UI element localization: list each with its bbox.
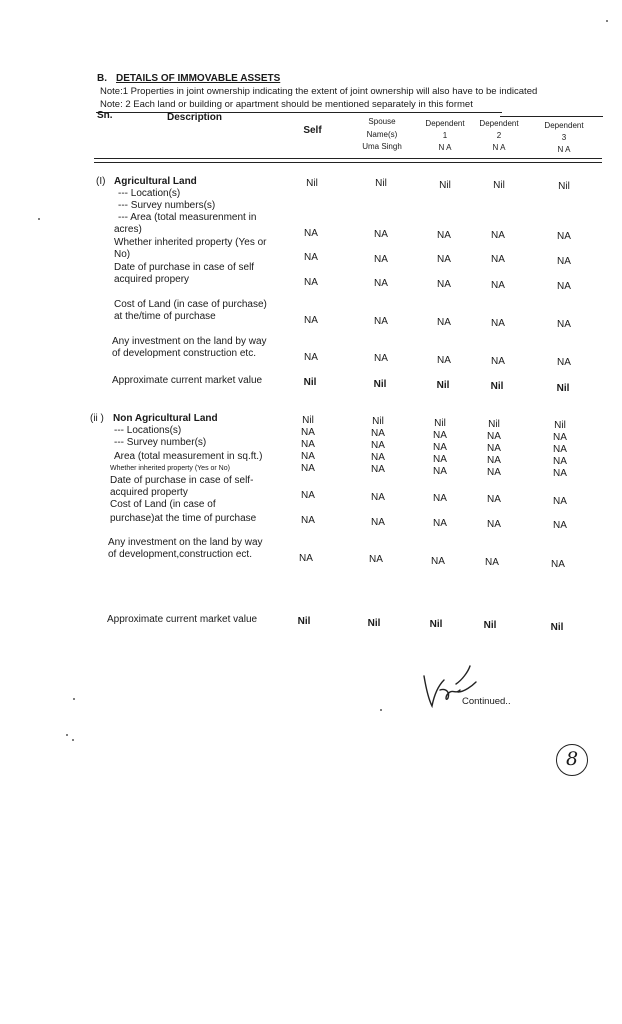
agri-cost-label-2: at the/time of purchase [114,311,216,322]
agri-cost-dep1: NA [437,317,451,328]
agri-cost-dep3: NA [557,319,571,330]
agri-investment-label: Any investment on the land by way [112,336,267,347]
scan-speck [72,739,74,741]
nonagri-market-dep1: Nil [429,619,443,630]
nonagri-dep1-nil: Nil [434,418,446,429]
agri-investment-dep3: NA [557,357,571,368]
column-description: Description [167,112,223,123]
nonagri-date-spouse: NA [371,492,385,503]
nonagri-location-dep3: NA [553,432,567,443]
nonagri-investment-label: Any investment on the land by way [108,537,263,548]
column-sn: Sn. [97,110,113,121]
nonagri-cost-label-2: purchase)at the time of purchase [110,513,257,524]
section-letter: B. [97,73,107,84]
nonagri-cost-self: NA [301,515,315,526]
nonagri-inherited-dep2: NA [487,467,501,478]
column-dependent-1-number: 1 [442,131,448,140]
nonagri-date-label-2: acquired property [110,487,188,498]
agri-cost-label: Cost of Land (in case of purchase) [114,299,267,310]
nonagri-date-self: NA [301,490,315,501]
nonagri-survey-spouse: NA [371,440,385,451]
nonagri-location-spouse: NA [371,428,385,439]
nonagri-date-dep3: NA [553,496,567,507]
column-dependent-3-value: N A [557,145,571,154]
nonagri-investment-dep2: NA [485,557,499,568]
header-rule-2 [94,162,602,163]
column-dependent-3-number: 3 [561,133,567,142]
nonagri-inherited-spouse: NA [371,464,385,475]
column-dependent-2-label: Dependent [479,119,519,128]
agri-market-dep2: Nil [490,381,504,392]
agri-sn: (I) [96,176,106,187]
column-dependent-1-label: Dependent [425,119,465,128]
agri-date-dep1: NA [437,279,451,290]
agri-date-spouse: NA [374,278,388,289]
agri-dep3-nil: Nil [558,181,570,192]
nonagri-location-self: NA [301,427,315,438]
agri-area-self: NA [304,228,318,239]
nonagri-survey-label: --- Survey number(s) [114,437,207,448]
nonagri-title: Non Agricultural Land [113,413,218,424]
agri-date-self: NA [304,277,318,288]
nonagri-inherited-self: NA [301,463,315,474]
nonagri-spouse-nil: Nil [372,416,384,427]
nonagri-market-dep3: Nil [550,622,564,633]
agri-market-dep3: Nil [556,383,570,394]
agri-investment-dep1: NA [437,355,451,366]
nonagri-market-spouse: Nil [367,618,381,629]
nonagri-market-self: Nil [297,616,311,627]
agri-survey-label: --- Survey numbers(s) [118,200,216,211]
nonagri-location-dep1: NA [433,430,447,441]
nonagri-area-spouse: NA [371,452,385,463]
agri-investment-label-2: of development construction etc. [112,348,256,359]
nonagri-investment-self: NA [299,553,313,564]
agri-inherited-dep2: NA [491,254,505,265]
section-title: DETAILS OF IMMOVABLE ASSETS [116,73,281,84]
nonagri-area-dep1: NA [433,454,447,465]
agri-market-value-label: Approximate current market value [112,375,263,386]
scan-speck [606,20,608,22]
note-underline [96,112,502,113]
agri-area-dep2: NA [491,230,505,241]
column-spouse-name-value: Uma Singh [362,142,402,151]
nonagri-cost-dep1: NA [433,518,447,529]
column-dependent-3-label: Dependent [544,121,584,130]
nonagri-inherited-dep1: NA [433,466,447,477]
nonagri-sn: (ii ) [90,413,104,424]
column-spouse-names: Name(s) [366,130,398,139]
agri-inherited-label-2: No) [114,249,131,260]
header-top-rule [500,116,603,117]
agri-date-label-2: acquired propery [114,274,190,285]
agri-market-dep1: Nil [436,380,450,391]
nonagri-survey-dep3: NA [553,444,567,455]
agri-area-dep3: NA [557,231,571,242]
agri-area-label: --- Area (total measurenment in [118,212,257,223]
nonagri-location-dep2: NA [487,431,501,442]
agri-date-dep3: NA [557,281,571,292]
agri-area-spouse: NA [374,229,388,240]
scan-speck [38,218,40,220]
nonagri-survey-dep2: NA [487,443,501,454]
nonagri-investment-label-2: of development,construction ect. [108,549,252,560]
column-dependent-2-value: N A [492,143,506,152]
agri-inherited-label: Whether inherited property (Yes or [114,237,267,248]
nonagri-area-dep2: NA [487,455,501,466]
nonagri-self-nil: Nil [302,415,314,426]
agri-spouse-nil: Nil [375,178,387,189]
agri-market-self: Nil [303,377,317,388]
agri-market-spouse: Nil [373,379,387,390]
nonagri-cost-label: Cost of Land (in case of [110,499,216,510]
column-self: Self [303,125,322,136]
agri-title: Agricultural Land [114,176,197,187]
column-dependent-2-number: 2 [496,131,502,140]
column-dependent-1-value: N A [438,143,452,152]
nonagri-date-dep2: NA [487,494,501,505]
agri-cost-dep2: NA [491,318,505,329]
nonagri-area-self: NA [301,451,315,462]
note-1: Note:1 Properties in joint ownership indicating the extent of joint ownership will also have to be indicated [100,86,538,97]
scan-speck [66,734,68,736]
nonagri-cost-dep2: NA [487,519,501,530]
agri-date-dep2: NA [491,280,505,291]
agri-inherited-dep1: NA [437,254,451,265]
agri-investment-self: NA [304,352,318,363]
continued-label: Continued.. [462,696,511,707]
nonagri-inherited-dep3: NA [553,468,567,479]
agri-inherited-self: NA [304,252,318,263]
agri-investment-spouse: NA [374,353,388,364]
nonagri-survey-self: NA [301,439,315,450]
note-2: Note: 2 Each land or building or apartment should be mentioned separately in this formet [100,99,473,110]
nonagri-area-label: Area (total measurement in sq.ft.) [114,451,263,462]
nonagri-dep2-nil: Nil [488,419,500,430]
agri-area-dep1: NA [437,230,451,241]
agri-location-label: --- Location(s) [118,188,181,199]
header-rule-1 [94,158,602,159]
agri-investment-dep2: NA [491,356,505,367]
agri-self-nil: Nil [306,178,318,189]
agri-dep2-nil: Nil [493,180,505,191]
scan-speck [380,709,382,711]
scan-speck [73,698,75,700]
nonagri-market-value-label: Approximate current market value [107,614,258,625]
nonagri-dep3-nil: Nil [554,420,566,431]
nonagri-date-label: Date of purchase in case of self- [110,475,254,486]
nonagri-inherited-label: Whether inherited property (Yes or No) [110,465,230,472]
nonagri-location-label: --- Locations(s) [114,425,182,436]
nonagri-date-dep1: NA [433,493,447,504]
page-number: 8 [565,748,579,770]
nonagri-investment-spouse: NA [369,554,383,565]
nonagri-investment-dep3: NA [551,559,565,570]
column-spouse-label: Spouse [368,117,396,126]
agri-date-label: Date of purchase in case of self [114,262,255,273]
agri-inherited-spouse: NA [374,254,388,265]
nonagri-market-dep2: Nil [483,620,497,631]
agri-cost-spouse: NA [374,316,388,327]
agri-cost-self: NA [304,315,318,326]
nonagri-investment-dep1: NA [431,556,445,567]
agri-inherited-dep3: NA [557,256,571,267]
nonagri-cost-spouse: NA [371,517,385,528]
nonagri-survey-dep1: NA [433,442,447,453]
nonagri-area-dep3: NA [553,456,567,467]
nonagri-cost-dep3: NA [553,520,567,531]
agri-dep1-nil: Nil [439,180,451,191]
agri-area-label-2: acres) [114,224,142,235]
